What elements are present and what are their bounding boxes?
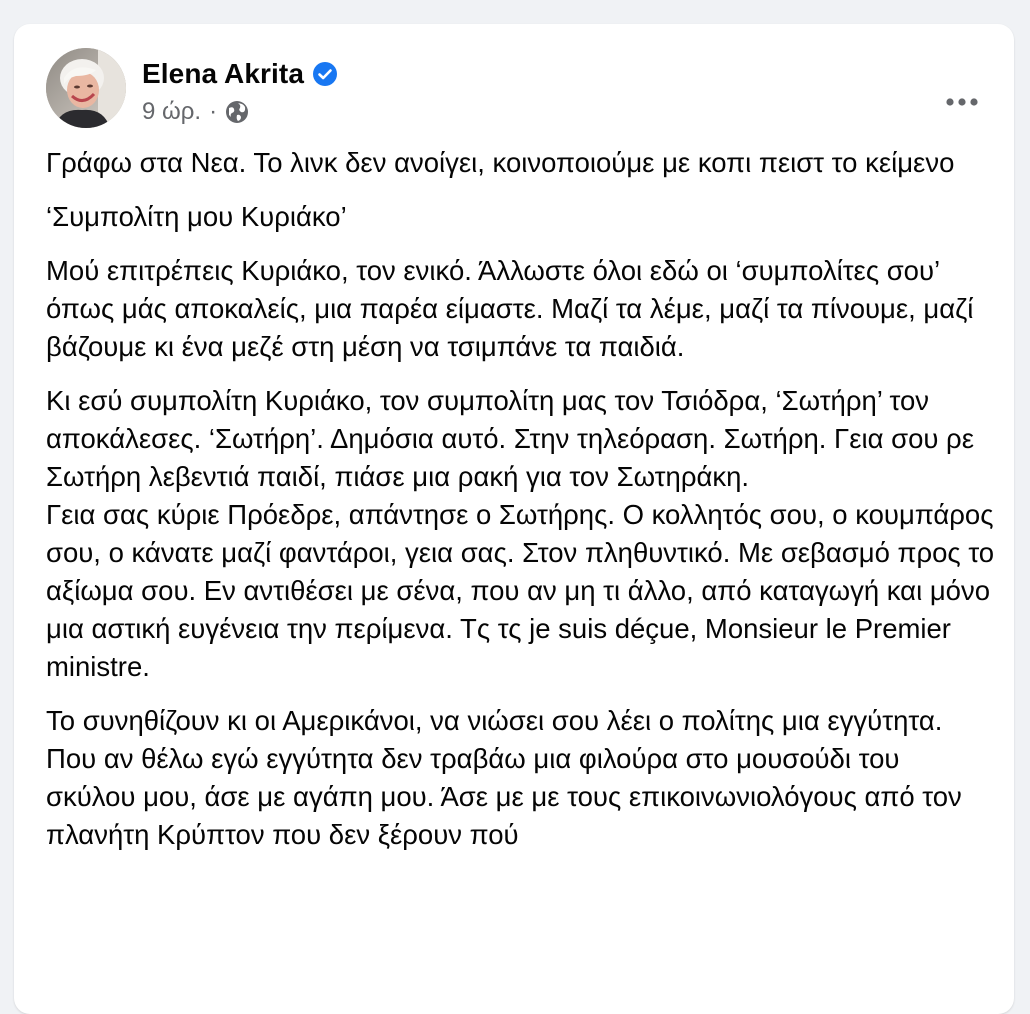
- post-paragraph: Γράφω στα Νεα. Το λινκ δεν ανοίγει, κοινοποιούμε με κοπι πειστ το κείμενο: [46, 147, 955, 178]
- verified-badge-icon: [312, 61, 338, 87]
- globe-icon[interactable]: [225, 100, 249, 124]
- post-paragraph: Κι εσύ συμπολίτη Κυριάκο, τον συμπολίτη μας τον Τσιόδρα, ‘Σωτήρη’ τον αποκάλεσες. ‘Σωτήρη’. Δημόσια αυτό. Στην τηλεόραση. Σωτήρη. Γεια σου ρε Σωτήρη λεβεντιά παιδί, πιάσε μια ρακή για τον Σωτηράκη. Γεια σας κύριε Πρόεδρε, απάντησε ο Σωτήρης. Ο κολλητός σου, ο κουμπάρος σου, ο κάνατε μαζί φαντάροι, γεια σας. Στον πληθυντικό. Με σεβασμό προς το αξίωμα σου. Εν αντιθέσει με σένα, που αν μη τι άλλο, από καταγωγή και μόνο μια αστική ευγένεια την περίμενα. Τς τς je suis déçue, Monsieur le Premier ministre.: [46, 385, 995, 682]
- post-text: [46, 144, 996, 870]
- meta-separator: ·: [209, 98, 218, 125]
- author-line: [142, 54, 338, 94]
- post-header: [46, 48, 982, 130]
- post-paragraph: ‘Συμπολίτη μου Κυριάκο’: [46, 201, 347, 232]
- more-options-button[interactable]: [938, 78, 986, 126]
- post-meta: [142, 96, 249, 128]
- post-paragraph: Μού επιτρέπεις Κυριάκο, τον ενικό. Άλλωστε όλοι εδώ οι ‘συμπολίτες σου’ όπως μάς αποκαλείς, μια παρέα είμαστε. Μαζί τα λέμε, μαζί τα πίνουμε, μαζί βάζουμε κι ένα μεζέ στη μέση να τσιμπάνε τα παιδιά.: [46, 255, 974, 362]
- post-timestamp[interactable]: 9 ώρ.: [142, 98, 202, 125]
- author-name[interactable]: Elena Akrita: [142, 58, 305, 89]
- post-card: [14, 24, 1014, 1014]
- more-horizontal-icon: [944, 96, 980, 108]
- post-paragraph: Το συνηθίζουν κι οι Αμερικάνοι, να νιώσει σου λέει ο πολίτης μια εγγύτητα. Που αν θέλω εγώ εγγύτητα δεν τραβάω μια φιλούρα στο μουσούδι του σκύλου μου, άσε με αγάπη μου. Άσε με με τους επικοινωνιολόγους από τον πλανήτη Κρύπτον που δεν ξέρουν πού: [46, 705, 962, 850]
- author-avatar[interactable]: [46, 48, 126, 128]
